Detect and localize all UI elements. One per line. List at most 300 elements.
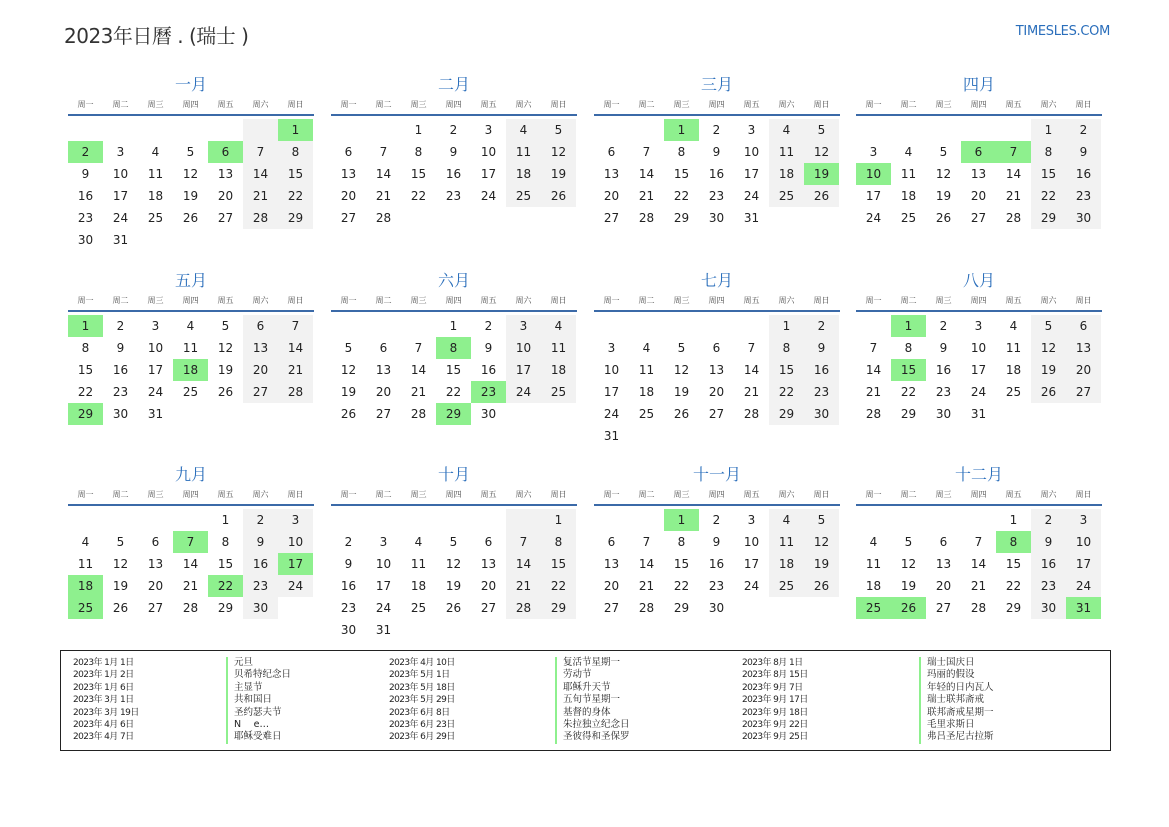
empty-day-cell [506,619,541,641]
weekday-label: 周日 [287,490,304,499]
day-cell: 19 [935,189,952,203]
empty-day-cell [401,315,436,337]
day-cell: 30 [1031,597,1066,619]
weekday-header [856,294,1102,310]
month-name: 八月 [962,271,995,290]
day-cell: 24 [375,601,392,615]
weekday-header [68,98,314,114]
day-cell: 24 [743,189,760,203]
weekday-header [594,98,840,114]
empty-day-cell [436,509,471,531]
day-cell: 14 [638,557,655,571]
empty-day-cell [629,509,664,531]
header-rule [594,310,840,312]
day-cell: 31 [603,429,620,443]
day-cell: 30 [243,597,278,619]
day-grid [331,119,577,229]
day-cell: 25 [182,385,199,399]
day-cell: 25 [147,211,164,225]
weekday-header [856,488,1102,504]
day-cell: 28 [243,207,278,229]
day-cell: 14 [743,363,760,377]
day-cell: 4 [414,535,423,549]
day-cell: 21 [243,185,278,207]
holiday-name: 主显节 [226,682,263,694]
day-cell: 2 [344,535,353,549]
day-cell: 15 [541,553,576,575]
weekday-label: 周二 [900,100,917,109]
day-cell: 15 [410,167,427,181]
empty-day-cell [541,403,576,425]
day-cell: 20 [243,359,278,381]
day-cell: 27 [480,601,497,615]
weekday-label: 周日 [550,490,567,499]
day-cell: 25 [900,211,917,225]
holiday-date: 2023年 5月 29日 [389,695,455,706]
weekday-label: 周五 [480,296,497,305]
day-cell: 2 [1031,509,1066,531]
holiday-day-cell: 10 [856,163,891,185]
weekday-label: 周日 [1075,296,1092,305]
holiday-date: 2023年 1月 2日 [73,670,134,681]
empty-day-cell [996,403,1031,425]
day-cell: 5 [221,319,230,333]
day-cell: 2 [484,319,493,333]
day-cell: 14 [278,337,313,359]
day-cell: 13 [708,363,725,377]
day-cell: 9 [449,145,458,159]
weekday-label: 周四 [970,100,987,109]
day-cell: 4 [506,119,541,141]
day-cell: 27 [603,211,620,225]
day-cell: 4 [769,119,804,141]
day-cell: 10 [743,145,760,159]
day-cell: 20 [375,385,392,399]
weekday-label: 周六 [515,490,532,499]
day-cell: 6 [607,535,616,549]
day-cell: 12 [112,557,129,571]
day-cell: 3 [506,315,541,337]
holiday-day-cell: 25 [856,597,891,619]
holiday-day-cell: 1 [664,119,699,141]
day-cell: 6 [344,145,353,159]
day-cell: 24 [112,211,129,225]
day-cell: 31 [112,233,129,247]
day-cell: 27 [603,601,620,615]
holiday-name: 毛里求斯日 [919,719,975,731]
day-cell: 11 [900,167,917,181]
day-cell: 29 [673,601,690,615]
empty-day-cell [173,509,208,531]
day-cell: 24 [865,211,882,225]
day-cell: 5 [344,341,353,355]
holiday-name: 弗吕圣尼古拉斯 [919,731,994,743]
day-cell: 5 [904,535,913,549]
day-cell: 26 [112,601,129,615]
weekday-label: 周六 [1040,490,1057,499]
holiday-day-cell: 22 [208,575,243,597]
month-calendar [594,270,840,447]
day-cell: 13 [935,557,952,571]
weekday-label: 周一 [865,490,882,499]
holiday-date: 2023年 3月 1日 [73,695,134,706]
weekday-label: 周五 [1005,296,1022,305]
holiday-day-cell: 29 [436,403,471,425]
empty-day-cell [208,403,243,425]
day-cell: 15 [217,557,234,571]
day-cell: 17 [743,167,760,181]
day-cell: 9 [712,145,721,159]
weekday-label: 周五 [217,296,234,305]
weekday-header [331,488,577,504]
day-cell: 20 [1066,359,1101,381]
day-cell: 20 [708,385,725,399]
weekday-label: 周六 [1040,296,1057,305]
day-cell: 23 [77,211,94,225]
empty-day-cell [243,403,278,425]
day-cell: 4 [769,509,804,531]
empty-day-cell [68,509,103,531]
day-cell: 21 [410,385,427,399]
day-cell: 7 [869,341,878,355]
day-cell: 5 [541,119,576,141]
day-cell: 29 [1031,207,1066,229]
day-cell: 13 [340,167,357,181]
day-cell: 16 [480,363,497,377]
day-cell: 7 [506,531,541,553]
day-cell: 20 [340,189,357,203]
day-cell: 12 [900,557,917,571]
weekday-label: 周日 [813,490,830,499]
day-cell: 25 [638,407,655,421]
day-cell: 5 [804,119,839,141]
day-cell: 25 [769,185,804,207]
day-cell: 15 [77,363,94,377]
day-cell: 20 [147,579,164,593]
weekday-label: 周一 [77,490,94,499]
day-cell: 3 [1066,509,1101,531]
empty-day-cell [243,229,278,251]
day-cell: 2 [116,319,125,333]
weekday-label: 周五 [480,490,497,499]
day-cell: 9 [1031,531,1066,553]
holiday-date: 2023年 4月 6日 [73,720,134,730]
day-cell: 15 [769,359,804,381]
month-calendar [856,464,1102,619]
day-cell: 30 [112,407,129,421]
header-rule [68,310,314,312]
day-cell: 10 [1066,531,1101,553]
day-cell: 21 [1005,189,1022,203]
holiday-day-cell: 1 [68,315,103,337]
empty-day-cell [926,119,961,141]
day-grid [594,315,840,447]
day-cell: 25 [769,575,804,597]
day-cell: 8 [221,535,230,549]
day-cell: 3 [607,341,616,355]
day-cell: 8 [541,531,576,553]
weekday-label: 周六 [1040,100,1057,109]
day-cell: 3 [484,123,493,137]
day-cell: 25 [541,381,576,403]
day-cell: 16 [708,557,725,571]
holiday-day-cell: 15 [891,359,926,381]
day-cell: 5 [677,341,686,355]
day-cell: 22 [1031,185,1066,207]
day-cell: 8 [81,341,90,355]
empty-day-cell [856,119,891,141]
day-cell: 19 [673,385,690,399]
day-cell: 13 [603,557,620,571]
empty-day-cell [996,119,1031,141]
day-cell: 12 [541,141,576,163]
weekday-label: 周二 [900,296,917,305]
day-cell: 7 [642,535,651,549]
day-cell: 8 [904,341,913,355]
day-cell: 4 [151,145,160,159]
empty-day-cell [68,119,103,141]
day-cell: 1 [1031,119,1066,141]
day-cell: 30 [708,211,725,225]
day-cell: 28 [278,381,313,403]
day-cell: 12 [445,557,462,571]
day-cell: 30 [804,403,839,425]
holiday-name: 玛丽的假设 [919,669,975,681]
day-cell: 28 [743,407,760,421]
day-cell: 25 [506,185,541,207]
day-cell: 20 [970,189,987,203]
day-cell: 13 [147,557,164,571]
day-cell: 26 [804,575,839,597]
day-cell: 31 [147,407,164,421]
day-cell: 3 [974,319,983,333]
day-cell: 12 [182,167,199,181]
weekday-label: 周一 [603,490,620,499]
day-cell: 11 [865,557,882,571]
day-cell: 18 [769,163,804,185]
day-cell: 6 [939,535,948,549]
day-cell: 20 [217,189,234,203]
empty-day-cell [366,509,401,531]
weekday-label: 周三 [410,100,427,109]
day-cell: 28 [638,211,655,225]
day-cell: 10 [278,531,313,553]
month-calendar [856,74,1102,229]
empty-day-cell [891,509,926,531]
day-cell: 28 [506,597,541,619]
empty-day-cell [331,119,366,141]
day-cell: 27 [1066,381,1101,403]
day-cell: 28 [1005,211,1022,225]
day-cell: 4 [1009,319,1018,333]
empty-day-cell [769,597,804,619]
weekday-label: 周四 [182,100,199,109]
header-rule [594,504,840,506]
day-cell: 24 [506,381,541,403]
holiday-date: 2023年 9月 17日 [742,695,808,706]
weekday-label: 周四 [708,100,725,109]
day-cell: 26 [182,211,199,225]
weekday-label: 周五 [743,490,760,499]
weekday-label: 周一 [340,296,357,305]
weekday-label: 周四 [708,490,725,499]
holiday-day-cell: 8 [436,337,471,359]
day-cell: 21 [375,189,392,203]
day-cell: 10 [603,363,620,377]
day-cell: 21 [506,575,541,597]
empty-day-cell [664,315,699,337]
day-cell: 27 [147,601,164,615]
empty-day-cell [278,229,313,251]
weekday-label: 周二 [375,490,392,499]
empty-day-cell [331,509,366,531]
holiday-name: 联邦斋戒星期一 [919,707,994,719]
day-cell: 6 [379,341,388,355]
day-cell: 9 [484,341,493,355]
day-cell: 22 [77,385,94,399]
month-calendar [68,270,314,425]
day-cell: 19 [340,385,357,399]
day-cell: 5 [186,145,195,159]
empty-day-cell [103,509,138,531]
empty-day-cell [138,229,173,251]
day-cell: 11 [638,363,655,377]
day-cell: 10 [112,167,129,181]
day-cell: 20 [603,579,620,593]
day-cell: 2 [712,513,721,527]
day-cell: 15 [673,167,690,181]
day-cell: 24 [743,579,760,593]
month-calendar [594,464,840,619]
day-cell: 12 [804,531,839,553]
day-cell: 23 [445,189,462,203]
day-cell: 2 [243,509,278,531]
empty-day-cell [629,119,664,141]
day-grid [68,119,314,251]
day-cell: 26 [935,211,952,225]
weekday-label: 周五 [743,296,760,305]
weekday-label: 周三 [147,490,164,499]
month-name: 三月 [700,75,733,94]
holiday-name: 瑞士联邦斋戒 [919,694,984,706]
day-cell: 10 [743,535,760,549]
day-cell: 9 [1066,141,1101,163]
day-grid [68,315,314,425]
empty-day-cell [734,315,769,337]
weekday-label: 周四 [445,296,462,305]
day-cell: 15 [1031,163,1066,185]
day-cell: 13 [970,167,987,181]
weekday-label: 周三 [410,490,427,499]
day-cell: 23 [935,385,952,399]
empty-day-cell [629,315,664,337]
month-name: 九月 [174,465,207,484]
holiday-date: 2023年 6月 8日 [389,707,450,718]
day-cell: 7 [974,535,983,549]
day-cell: 5 [449,535,458,549]
holiday-day-cell: 8 [996,531,1031,553]
holiday-date: 2023年 9月 25日 [742,732,808,743]
weekday-header [594,488,840,504]
empty-day-cell [594,509,629,531]
weekday-label: 周二 [112,296,129,305]
day-cell: 9 [804,337,839,359]
weekday-label: 周一 [77,100,94,109]
day-cell: 7 [414,341,423,355]
day-cell: 30 [340,623,357,637]
day-cell: 26 [445,601,462,615]
day-cell: 8 [1031,141,1066,163]
day-cell: 1 [221,513,230,527]
day-cell: 15 [673,557,690,571]
day-cell: 11 [541,337,576,359]
day-cell: 21 [278,359,313,381]
day-cell: 24 [278,575,313,597]
day-cell: 12 [935,167,952,181]
holiday-day-cell: 7 [996,141,1031,163]
holiday-day-cell: 29 [68,403,103,425]
weekday-label: 周六 [778,296,795,305]
day-cell: 22 [410,189,427,203]
site-link[interactable]: TIMESLES.COM [1015,24,1110,39]
empty-day-cell [734,597,769,619]
day-cell: 12 [673,363,690,377]
holiday-date: 2023年 9月 18日 [742,707,808,718]
holiday-date: 2023年 5月 1日 [389,670,450,681]
weekday-label: 周四 [708,296,725,305]
day-cell: 9 [243,531,278,553]
day-cell: 19 [112,579,129,593]
day-cell: 29 [900,407,917,421]
day-cell: 27 [935,601,952,615]
day-cell: 17 [970,363,987,377]
month-name: 四月 [962,75,995,94]
holiday-name: 元旦 [226,657,253,669]
day-cell: 18 [865,579,882,593]
day-cell: 5 [804,509,839,531]
empty-day-cell [699,425,734,447]
header-rule [594,114,840,116]
day-cell: 4 [541,315,576,337]
day-cell: 14 [506,553,541,575]
day-cell: 7 [642,145,651,159]
holiday-day-cell: 1 [664,509,699,531]
day-cell: 13 [480,557,497,571]
weekday-label: 周一 [603,296,620,305]
empty-day-cell [734,425,769,447]
weekday-header [856,98,1102,114]
header-rule [68,114,314,116]
empty-day-cell [366,119,401,141]
day-cell: 30 [480,407,497,421]
holiday-date: 2023年 8月 1日 [742,658,803,668]
month-name: 二月 [437,75,470,94]
empty-day-cell [804,207,839,229]
day-cell: 4 [642,341,651,355]
day-cell: 8 [278,141,313,163]
day-cell: 16 [340,579,357,593]
day-cell: 11 [147,167,164,181]
weekday-label: 周四 [970,296,987,305]
day-cell: 23 [804,381,839,403]
empty-day-cell [506,403,541,425]
weekday-label: 周二 [112,100,129,109]
day-cell: 16 [1031,553,1066,575]
weekday-label: 周六 [778,490,795,499]
day-cell: 2 [449,123,458,137]
day-cell: 23 [1066,185,1101,207]
day-cell: 14 [410,363,427,377]
